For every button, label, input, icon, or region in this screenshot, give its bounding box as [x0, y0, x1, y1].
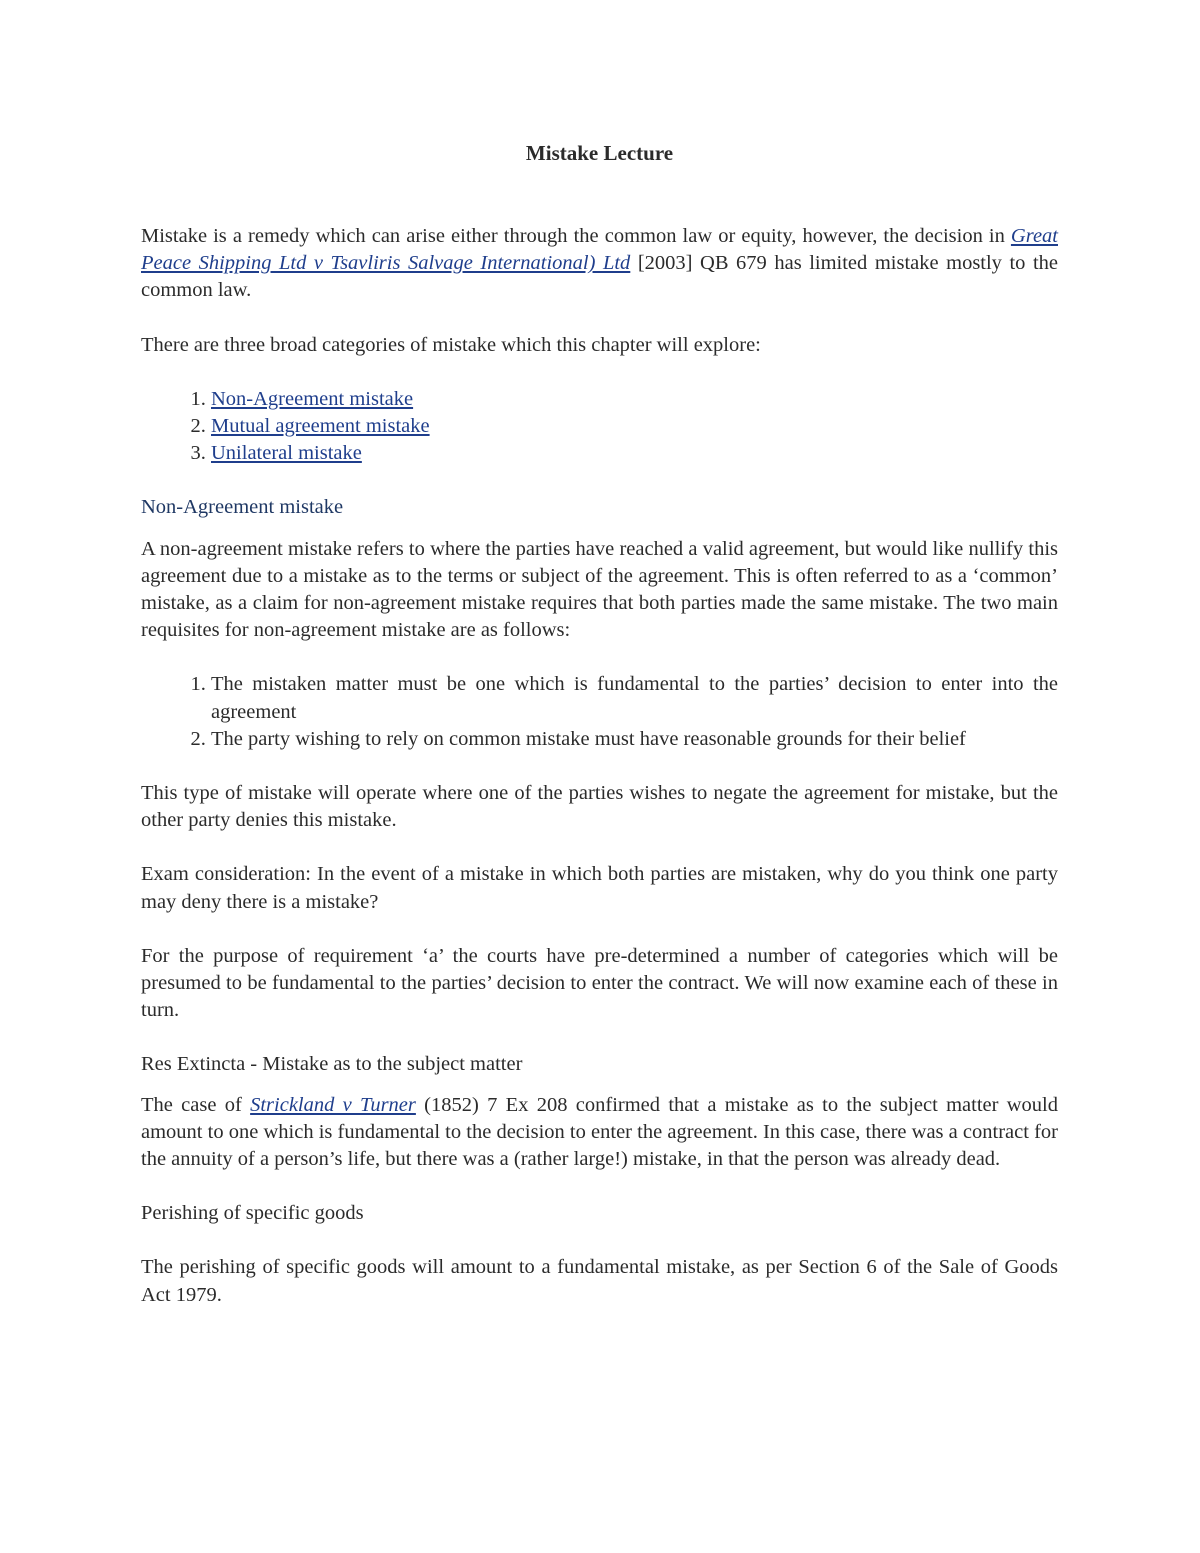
- exam-consideration: Exam consideration: In the event of a mistake in which both parties are mistaken, why do you think one party may deny there is a mistake?: [141, 863, 1058, 913]
- res-extincta-text-end: (1852) 7 Ex 208 confirmed that a mistake as to the subject matter would amount to one which is fundamental to the decision to enter the agreement. In this case, there was a contract for the annuity of a person’s life, but there was a (rather large!) mistake, in that the person was already dead.: [141, 1093, 1059, 1171]
- list-item: [211, 386, 1058, 413]
- requisites-list: [141, 671, 1058, 753]
- categories-list: [141, 386, 1058, 468]
- res-extincta-paragraph: [141, 1092, 1058, 1174]
- intro-text-end: [2003] QB 679 has limited mistake mostly to the common law.: [141, 252, 1058, 302]
- great-peace-case-link[interactable]: Great Peace Shipping Ltd v Tsavliris Salvage International) Ltd: [141, 225, 1058, 275]
- perishing-paragraph: The perishing of specific goods will amount to a fundamental mistake, as per Section 6 of the Sale of Goods Act 1979.: [141, 1256, 1058, 1306]
- non-agreement-mistake-link[interactable]: Non-Agreement mistake: [211, 387, 414, 410]
- non-agreement-paragraph: A non-agreement mistake refers to where the parties have reached a valid agreement, but would like nullify this agreement due to a mistake as to the terms or subject of the agreement. This is often referred to as a ‘common’ mistake, as a claim for non-agreement mistake requires that both parties made the same mistake. The two main requisites for non-agreement mistake are as follows:: [141, 537, 1058, 642]
- unilateral-mistake-link[interactable]: Unilateral mistake: [211, 442, 362, 465]
- operate-paragraph: This type of mistake will operate where one of the parties wishes to negate the agreement for mistake, but the other party denies this mistake.: [141, 782, 1058, 832]
- non-agreement-heading: Non-Agreement mistake: [141, 496, 344, 519]
- intro-paragraph: [141, 223, 1058, 305]
- purpose-paragraph: For the purpose of requirement ‘a’ the courts have pre-determined a number of categories which will be presumed to be fundamental to the parties’ decision to enter the contract. We will now examine each of these in turn.: [141, 944, 1058, 1022]
- perishing-heading: Perishing of specific goods: [141, 1202, 364, 1225]
- list-item: 1. The mistaken matter must be one which is fundamental to the parties’ decision to enter into the agreement: [211, 671, 1058, 725]
- page-title: Mistake Lecture: [525, 141, 674, 165]
- res-extincta-heading: Res Extincta - Mistake as to the subject matter: [141, 1053, 523, 1076]
- res-extincta-text-start: The case of: [141, 1093, 251, 1116]
- list-item: [211, 440, 1058, 467]
- list-item: 2. The party wishing to rely on common mistake must have reasonable grounds for their belief: [211, 726, 1058, 753]
- strickland-case-link[interactable]: Strickland v Turner: [250, 1093, 416, 1116]
- mutual-agreement-mistake-link[interactable]: Mutual agreement mistake: [211, 415, 430, 438]
- document-page: [141, 138, 1058, 1309]
- list-item: [211, 413, 1058, 440]
- intro-text-start: Mistake is a remedy which can arise either through the common law or equity, however, the decision in: [141, 225, 1011, 247]
- categories-intro: There are three broad categories of mistake which this chapter will explore:: [141, 333, 761, 356]
